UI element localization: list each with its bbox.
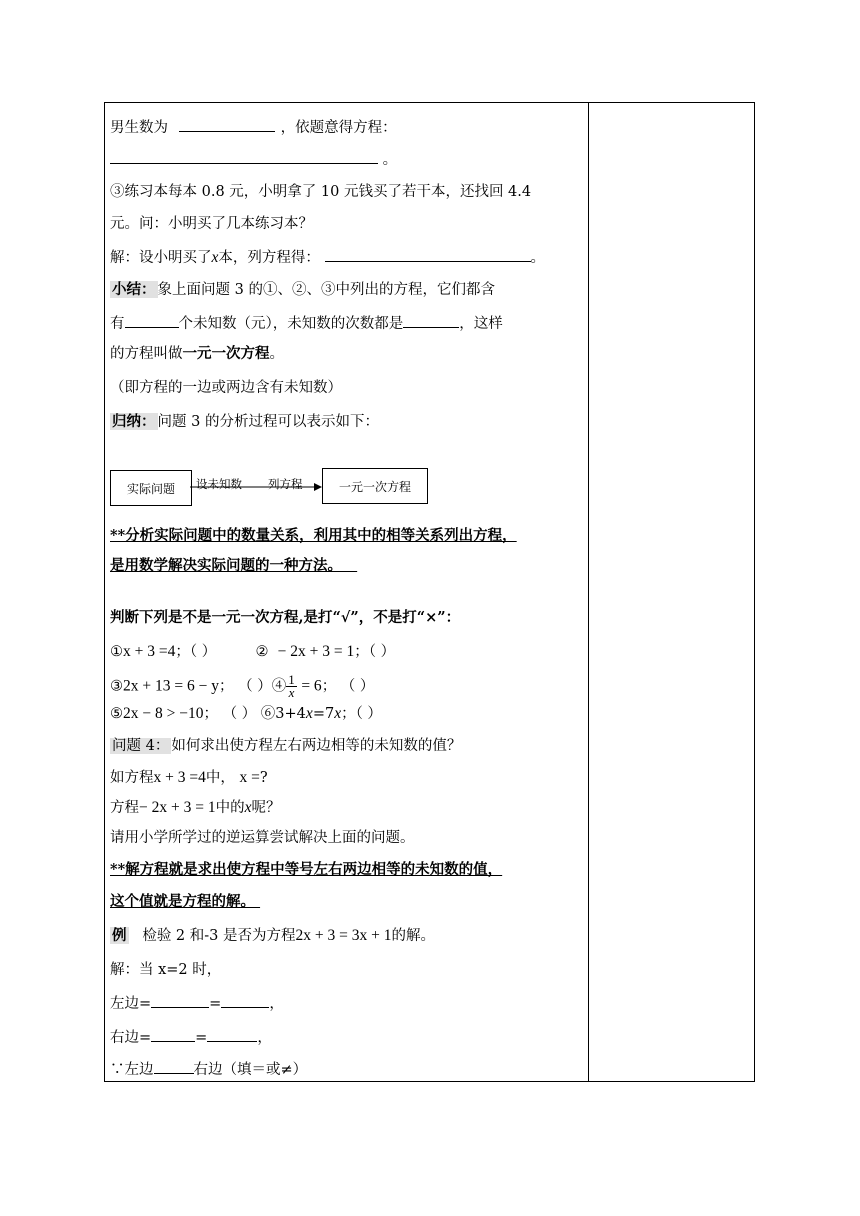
text: ， [269,996,284,1012]
text: 问题 3 的分析过程可以表示如下： [157,414,379,430]
numerator: 1 [288,672,295,687]
text: ； （ ）④ [218,678,287,695]
column-divider [588,102,589,1082]
equation: x + 3 =4 [123,643,176,660]
text: ；（ ） [354,644,396,660]
flow-label-set-unknown: 设未知数 [196,477,242,491]
example [110,926,435,946]
text: 右边（填＝或≠） [193,1062,308,1078]
denominator: x [288,685,295,700]
equation: 2x + 13 = 6 − y [123,677,219,695]
text: 解：设小明买了 [110,250,212,266]
blank [207,1026,257,1042]
induction-label: 归纳： [112,413,156,430]
var-x: x [305,705,313,722]
text: **解方程就是求出使方程中等号左右两边相等的未知数的值， [110,861,503,878]
equation: 2x − 8 > −10 [123,705,204,722]
line-summary-3 [110,344,284,364]
fraction [286,674,297,699]
line-equation-blank [110,148,397,170]
text: 。 [382,152,398,168]
text: 中的 [215,800,245,816]
key-point-1 [110,526,517,546]
line-boys-count [110,116,397,138]
term-linear-equation: 一元一次方程 [182,345,270,362]
text: 个未知数（元），未知数的次数都是 [178,316,404,332]
text: 方程 [110,800,139,816]
equation: x = [239,769,260,786]
key-point-1b [110,556,357,576]
text: 的方程叫做 [110,346,183,362]
blank [221,992,269,1008]
text: （即方程的一边或两边含有未知数） [110,380,342,396]
key-point-2b [110,892,260,912]
example-label: 例 [112,927,127,944]
text: 请用小学所学过的逆运算尝试解决上面的问题。 [110,830,415,846]
summary-label: 小结： [112,281,156,298]
blank [154,1058,194,1074]
text: 实际问题 [126,481,175,496]
blank [179,116,275,132]
flow-label-form-equation: 列方程 [268,477,303,491]
text: 呢？ [251,800,281,816]
text: 如方程 [110,770,154,786]
problem-4 [110,736,461,756]
flow-box-linear-equation [322,468,428,504]
text: ；（ ） [175,644,217,660]
text: 这个值就是方程的解。 [110,893,255,910]
text: ② [255,644,269,660]
line-note [110,378,342,398]
text: = [195,1030,208,1046]
blank [325,246,531,262]
compare-line [110,1058,307,1080]
exercise-row-1 [110,642,395,662]
text: 右边= [110,1030,152,1046]
flow-box-real-problem [110,470,192,506]
text: = [209,996,222,1012]
text: 是用数学解决实际问题的一种方法。 [110,557,342,574]
flow-arrow-icon [190,468,322,508]
equation: − 2x + 3 = 1 [139,799,216,816]
text: 有 [110,316,125,332]
equation: = 6 [301,677,322,695]
text: 检验 2 和-3 是否为方程 [142,928,296,944]
text: **分析实际问题中的数量关系，利用其中的相等关系列出方程， [110,527,517,544]
problem-4-c [110,828,415,848]
blank [125,312,179,328]
text: 一元一次方程 [338,479,411,494]
exercise-row-3 [110,704,382,724]
var-x: x [334,705,342,722]
text: ① [110,644,123,660]
text: 。 [269,346,284,362]
flowchart [110,468,588,508]
text: ⑤ [110,706,123,722]
text: ③练习本每本 0.8 元，小明拿了 10 元钱买了若干本，还找回 4.4 [110,184,532,200]
text: 男生数为 [110,120,168,136]
text: 中， [205,770,235,786]
text: 元。问：小明买了几本练习本？ [110,216,313,232]
line-induction [110,412,379,432]
text: 左边= [110,996,152,1012]
text: ? [259,770,268,786]
line-problem-3c [110,182,531,202]
text: 。 [530,250,545,266]
text: ，这样 [459,316,503,332]
problem-4-label: 问题 4： [112,738,170,754]
text: ； （ ） [321,678,375,695]
blank [110,148,378,164]
problem-4-b [110,798,281,818]
key-point-2 [110,860,502,880]
text: ， [257,1030,272,1046]
text: ③ [110,678,123,695]
line-question [110,214,313,234]
equation: x + 3 =4 [153,769,206,786]
text: 解：当 x=2 时， [110,962,222,978]
blank [403,312,459,328]
equation: 2x + 3 = 3x + 1 [295,927,392,944]
line-summary-2 [110,312,503,334]
text: 象上面问题 3 的①、②、③中列出的方程，它们都含 [157,282,495,298]
blank [151,1026,195,1042]
blank [151,992,209,1008]
var-x: x [211,249,219,266]
text: ； （ ） ⑥3+4 [203,706,306,722]
text: 判断下列是不是一元一次方程,是打“√”，不是打“×”： [110,609,461,626]
equation: − 2x + 3 = 1 [277,643,355,660]
text: ；（ ） [341,706,382,722]
right-side-line [110,1026,272,1048]
example-solution [110,960,221,980]
text: 本，列方程得： [218,250,320,266]
exercise-row-2 [110,674,374,699]
text: =7 [312,706,335,722]
line-summary [110,280,495,300]
text: ，依题意得方程： [280,120,397,136]
left-side-line [110,992,284,1014]
text: ∵左边 [110,1062,154,1078]
text: 的解。 [391,928,435,944]
text: 如何求出使方程左右两边相等的未知数的值？ [171,738,462,754]
var-x: x [244,799,252,816]
problem-4-a [110,768,268,788]
line-solution-setup [110,246,545,268]
exercise-instruction [110,608,460,628]
